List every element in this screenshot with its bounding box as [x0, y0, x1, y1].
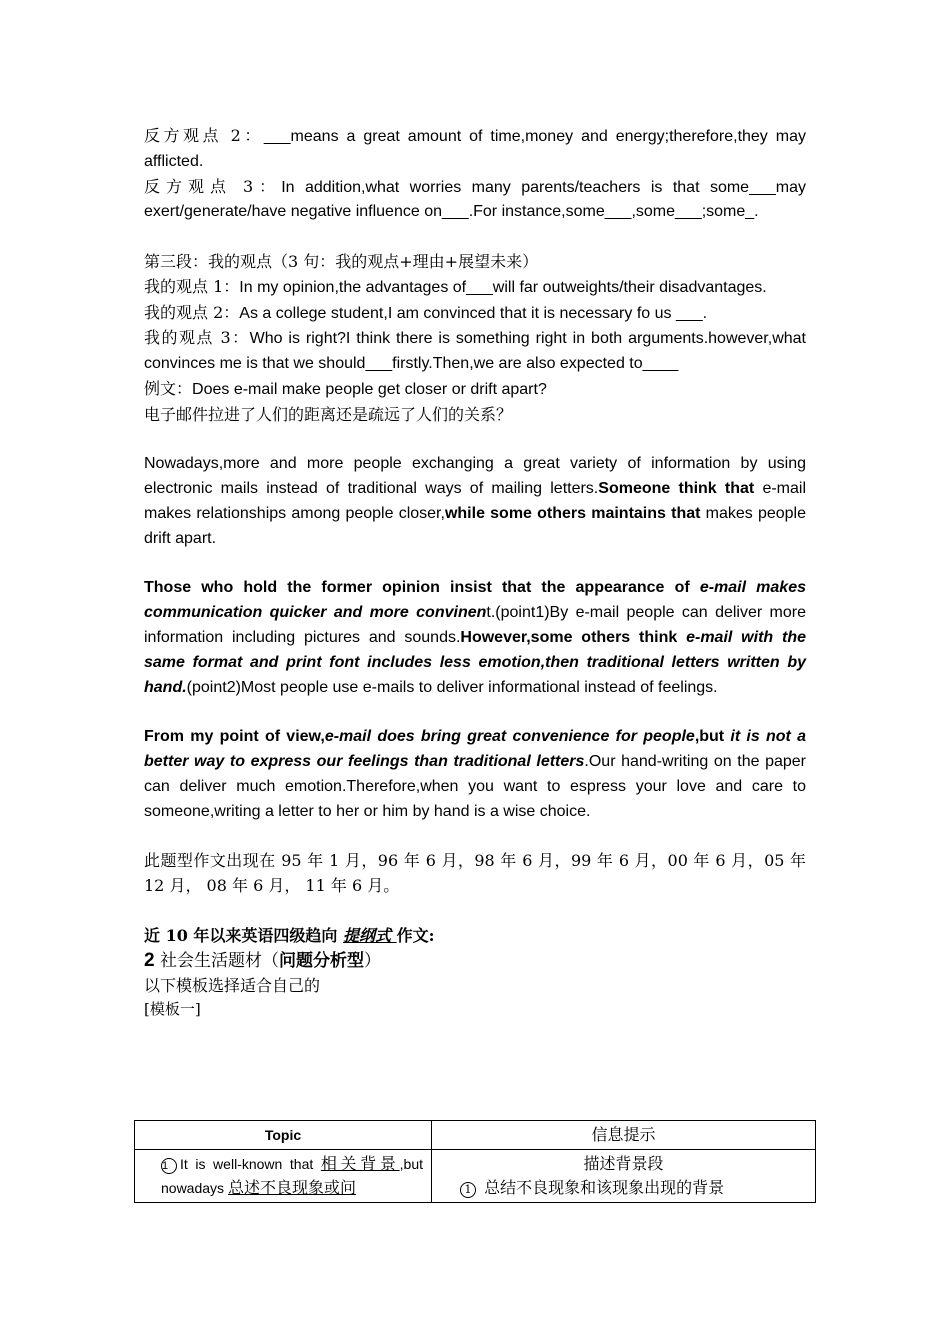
topic-underlined: 相关背景 [320, 1154, 400, 1173]
topic-text: ,but nowadays [161, 1156, 423, 1196]
essay-text: makes people drift apart. [144, 504, 807, 547]
my-view-2-label: 我的观点 2： [144, 302, 240, 322]
section2-number: 2 [144, 950, 155, 972]
my-view-2-text: As a college student,I am convinced that it is necessary fo us ___. [239, 304, 708, 322]
essay-bold-text: However,some others think [460, 628, 687, 646]
essay-bold-text: ,but [694, 728, 731, 746]
example-title-en: Does e-mail make people get closer or drift apart? [192, 380, 547, 398]
essay-text: e-mail makes relationships among people closer, [144, 480, 807, 522]
my-view-1-label: 我的观点 1： [144, 276, 240, 296]
essay-text: .Our hand-writing on the paper can deliver much emotion.Therefore,when you want to espress your love and care to someone,writing a letter to her or him by hand is a wise choice. [144, 752, 807, 820]
example-title-cn: 电子邮件拉进了人们的距离还是疏远了人们的关系？ [144, 404, 513, 424]
section2-title-end: ） [363, 951, 381, 972]
my-view-1-text: In my opinion,the advantages of___will far outweights/their disadvantages. [239, 278, 767, 296]
appearance-note: 此题型作文出现在 95 年 1 月，96 年 6 月，98 年 6 月，99 年 6 月，00 年 6 月，05 年 12 月， 08 年 6 月， 11 年 6 月。 [144, 851, 806, 895]
cons-point-2-label: 反方观点 2： [144, 126, 264, 145]
trend-suffix: 作文: [396, 925, 435, 945]
cons-point-3 [144, 175, 806, 226]
example-label: 例文： [144, 378, 193, 398]
section2-heading [144, 948, 806, 974]
table-header-info: 信息提示 [432, 1121, 816, 1150]
my-view-1 [144, 275, 806, 301]
table-cell-info [432, 1150, 816, 1203]
cons-point-3-label: 反方观点 3： [144, 176, 282, 196]
essay-bold-text: Someone think that [598, 480, 755, 498]
template-label: [模板一] [144, 1000, 201, 1019]
essay-paragraph-3 [144, 725, 806, 824]
circled-number: 1 [161, 1158, 177, 1174]
topic-underlined: 总述不良现象或问 [227, 1178, 356, 1197]
trend-heading [144, 924, 806, 949]
essay-bold-italic-text: e-mail does bring great convenience for people [324, 728, 695, 746]
essay-text: Nowadays,more and more people exchanging a great variety of information by using electronic mails instead of traditional ways of mailing letters. [144, 455, 806, 498]
essay-bold-text: Those who hold the former opinion insist that the appearance of [144, 579, 700, 597]
my-view-3-text: Who is right?I think there is something right in both arguments.however,what convinces me is that we should___firstly.Then,we are also expected to____ [144, 330, 806, 373]
trend-prefix: 近 10 年以来英语四级趋向 [144, 925, 343, 945]
circled-number: 1 [460, 1182, 476, 1198]
table-row [135, 1150, 816, 1203]
section2-title: 社会生活题材（ [154, 951, 279, 972]
cons-point-2 [144, 124, 806, 175]
my-view-3-label: 我的观点 3： [144, 328, 250, 348]
essay-bold-italic-text: e-mail with the same format and print font includes less emotion,then traditional letters written by hand. [144, 628, 806, 696]
table-header-topic: Topic [135, 1121, 432, 1150]
table-row [135, 1121, 816, 1150]
essay-paragraph-2 [144, 576, 806, 700]
essay-bold-text: while some others maintains that [444, 504, 701, 522]
para3-heading: 第三段：我的观点（3 句：我的观点+理由+展望未来） [144, 251, 539, 271]
section2-title-bold: 问题分析型 [278, 951, 364, 972]
table-cell-topic [135, 1150, 432, 1203]
essay-text: t.(point1)By e-mail people can deliver more information including pictures and sounds. [144, 604, 807, 646]
my-view-2 [144, 301, 806, 327]
cons-point-2-text: ___means a great amount of time,money and energy;therefore,they may afflicted. [144, 128, 806, 170]
info-line-2 [440, 1176, 807, 1200]
essay-paragraph-1 [144, 452, 806, 551]
topic-text: It is well-known that [180, 1156, 321, 1172]
document-body [144, 124, 806, 1019]
essay-bold-italic-text: e-mail makes communication quicker and more convinen [144, 579, 806, 622]
trend-emphasis: 提纲式 [342, 925, 397, 945]
example-title [144, 377, 806, 403]
info-line-1: 描述背景段 [583, 1154, 664, 1173]
essay-text: (point2)Most people use e-mails to deliver informational instead of feelings. [186, 678, 718, 696]
essay-bold-italic-text: it is not a better way to express our feelings than traditional letters [144, 728, 806, 770]
my-view-3 [144, 326, 806, 377]
choose-note: 以下模板选择适合自己的 [144, 976, 321, 996]
essay-bold-text: From my point of view, [144, 728, 325, 746]
cons-point-3-text: In addition,what worries many parents/teachers is that some___may exert/generate/have negative influence on___.For instance,some___,some___;some_. [144, 178, 806, 221]
template-table [134, 1120, 816, 1203]
info-text: 总结不良现象和该现象出现的背景 [484, 1178, 725, 1197]
